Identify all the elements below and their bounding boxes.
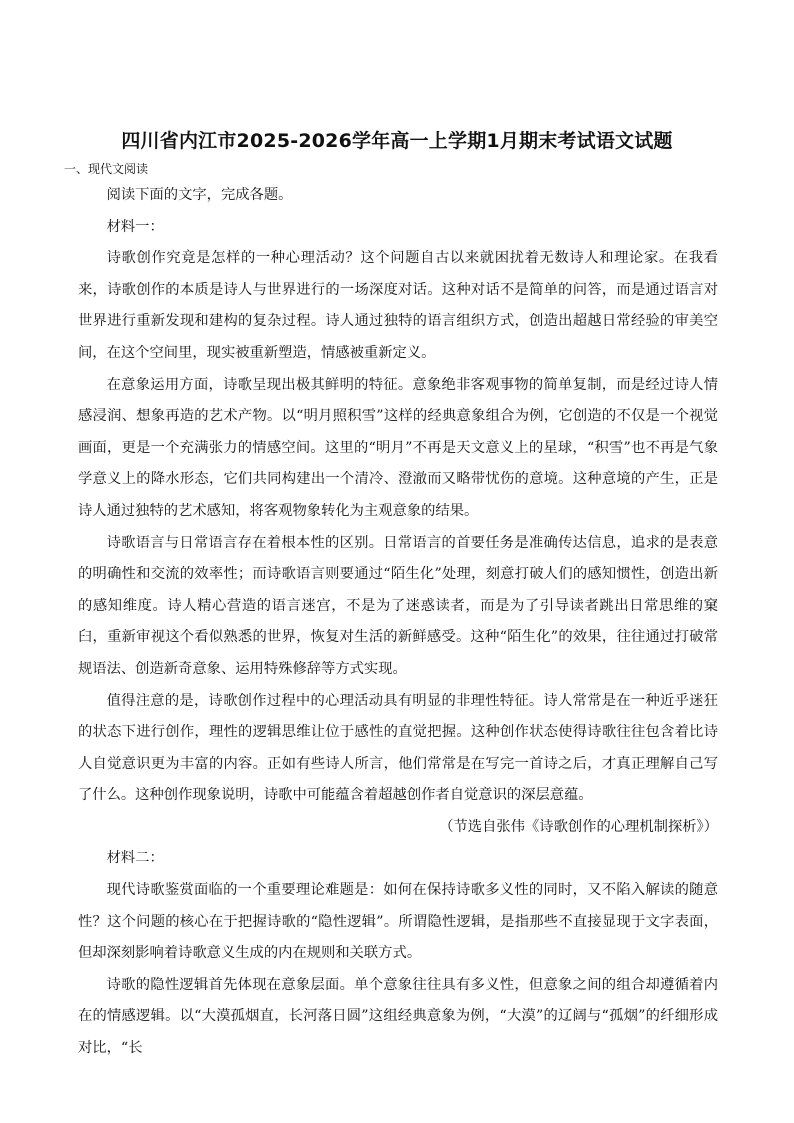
instruction: 阅读下面的文字，完成各题。 bbox=[106, 187, 293, 203]
material-2-label: 材料二： bbox=[106, 850, 164, 867]
paragraph: 诗歌语言与日常语言存在着根本性的区别。日常语言的首要任务是准确传达信息，追求的是表意的明确性和交流的效率性；而诗歌语言则要通过“陌生化”处理，刻意打破人们的感知惯性，创造出新的感知维度。诗人精心营造的语言迷宫，不是为了迷惑读者，而是为了引导读者跳出日常思维的窠臼，重新审视这个看似熟悉的世界，恢复对生活的新鲜感受。这种“陌生化”的效果，往往通过打破常规语法、创造新奇意象、运用特殊修辞等方式实现。 bbox=[78, 534, 718, 677]
reading-passage bbox=[78, 180, 718, 1065]
exam-title: 四川省内江市2025-2026学年高一上学期1月期末考试语文试题 bbox=[121, 130, 673, 152]
paragraph: 在意象运用方面，诗歌呈现出极其鲜明的特征。意象绝非客观事物的简单复制，而是经过诗人情感浸润、想象再造的艺术产物。以“明月照积雪”这样的经典意象组合为例，它创造的不仅是一个视觉画面，更是一个充满张力的情感空间。这里的“明月”不再是天文意义上的星球，“积雪”也不再是气象学意义上的降水形态，它们共同构建出一个清冷、澄澈而又略带忧伤的意境。这种意境的产生，正是诗人通过独特的艺术感知，将客观物象转化为主观意象的结果。 bbox=[78, 376, 718, 519]
paragraph: 值得注意的是，诗歌创作过程中的心理活动具有明显的非理性特征。诗人常常是在一种近乎迷狂的状态下进行创作，理性的逻辑思维让位于感性的直觉把握。这种创作状态使得诗歌往往包含着比诗人自觉意识更为丰富的内容。正如有些诗人所言，他们常常是在写完一首诗之后，才真正理解自己写了什么。这种创作现象说明，诗歌中可能蕴含着超越创作者自觉意识的深层意蕴。 bbox=[78, 692, 718, 804]
material-1-label: 材料一： bbox=[106, 218, 164, 235]
section-heading: 一、现代文阅读 bbox=[64, 162, 149, 176]
source-citation: （节选自张伟《诗歌创作的心理机制探析》） bbox=[439, 818, 718, 835]
paragraph: 诗歌的隐性逻辑首先体现在意象层面。单个意象往往具有多义性，但意象之间的组合却遵循着内在的情感逻辑。以“大漠孤烟直，长河落日圆”这组经典意象为例，“大漠”的辽阔与“孤烟”的纤细形成对比，“长 bbox=[78, 976, 718, 1057]
paragraph: 诗歌创作究竟是怎样的一种心理活动？这个问题自古以来就困扰着无数诗人和理论家。在我看来，诗歌创作的本质是诗人与世界进行的一场深度对话。这种对话不是简单的问答，而是通过语言对世界进行重新发现和建构的复杂过程。诗人通过独特的语言组织方式，创造出超越日常经验的审美空间，在这个空间里，现实被重新塑造，情感被重新定义。 bbox=[78, 250, 718, 361]
paragraph: 现代诗歌鉴赏面临的一个重要理论难题是：如何在保持诗歌多义性的同时，又不陷入解读的随意性？这个问题的核心在于把握诗歌的“隐性逻辑”。所谓隐性逻辑，是指那些不直接显现于文字表面，但却深刻影响着诗歌意义生成的内在规则和关联方式。 bbox=[78, 882, 718, 962]
